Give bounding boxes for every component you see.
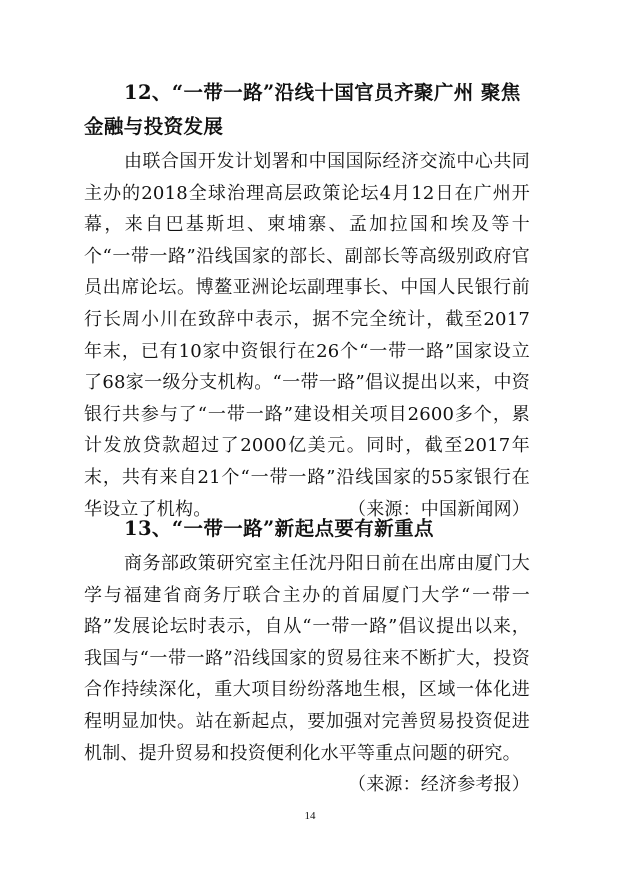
news-heading: 13、“一带一路”新起点要有新重点: [124, 517, 434, 540]
news-heading: 12、“一带一路”沿线十国官员齐聚广州 聚焦金融与投资发展: [84, 81, 521, 138]
page-number: 14: [304, 810, 316, 822]
news-body: [84, 146, 530, 525]
news-source: （来源：中国新闻网）: [348, 498, 530, 520]
news-item-13: [84, 512, 530, 801]
news-body-text: 由联合国开发计划署和中国国际经济交流中心共同主办的2018全球治理高层政策论坛4月12日在广州开幕，来自巴基斯坦、柬埔寨、孟加拉国和埃及等十个“一带一路”沿线国家的部长、副部长等高级别政府官员出席论坛。博鳌亚洲论坛副理事长、中国人民银行前行长周小川在致辞中表示，据不完全统计，截至2017年末，已有10家中资银行在26个“一带一路”国家设立了68家一级分支机构。“一带一路”倡议提出以来，中资银行共参与了“一带一路”建设相关项目2600多个，累计发放贷款超过了2000亿美元。同时，截至2017年末，共有来自21个“一带一路”沿线国家的55家银行在华设立了机构。: [84, 151, 530, 520]
news-body-text: 商务部政策研究室主任沈丹阳日前在出席由厦门大学与福建省商务厅联合主办的首届厦门大学“一带一路”发展论坛时表示，自从“一带一路”倡议提出以来，我国与“一带一路”沿线国家的贸易往来不断扩大，投资合作持续深化，重大项目纷纷落地生根，区域一体化进程明显加快。站在新起点，要加强对完善贸易投资促进机制、提升贸易和投资便利化水平等重点问题的研究。: [84, 553, 530, 764]
news-item-12: [84, 76, 530, 525]
news-source: （来源：经济参考报）: [348, 774, 530, 796]
news-body: [84, 548, 530, 796]
